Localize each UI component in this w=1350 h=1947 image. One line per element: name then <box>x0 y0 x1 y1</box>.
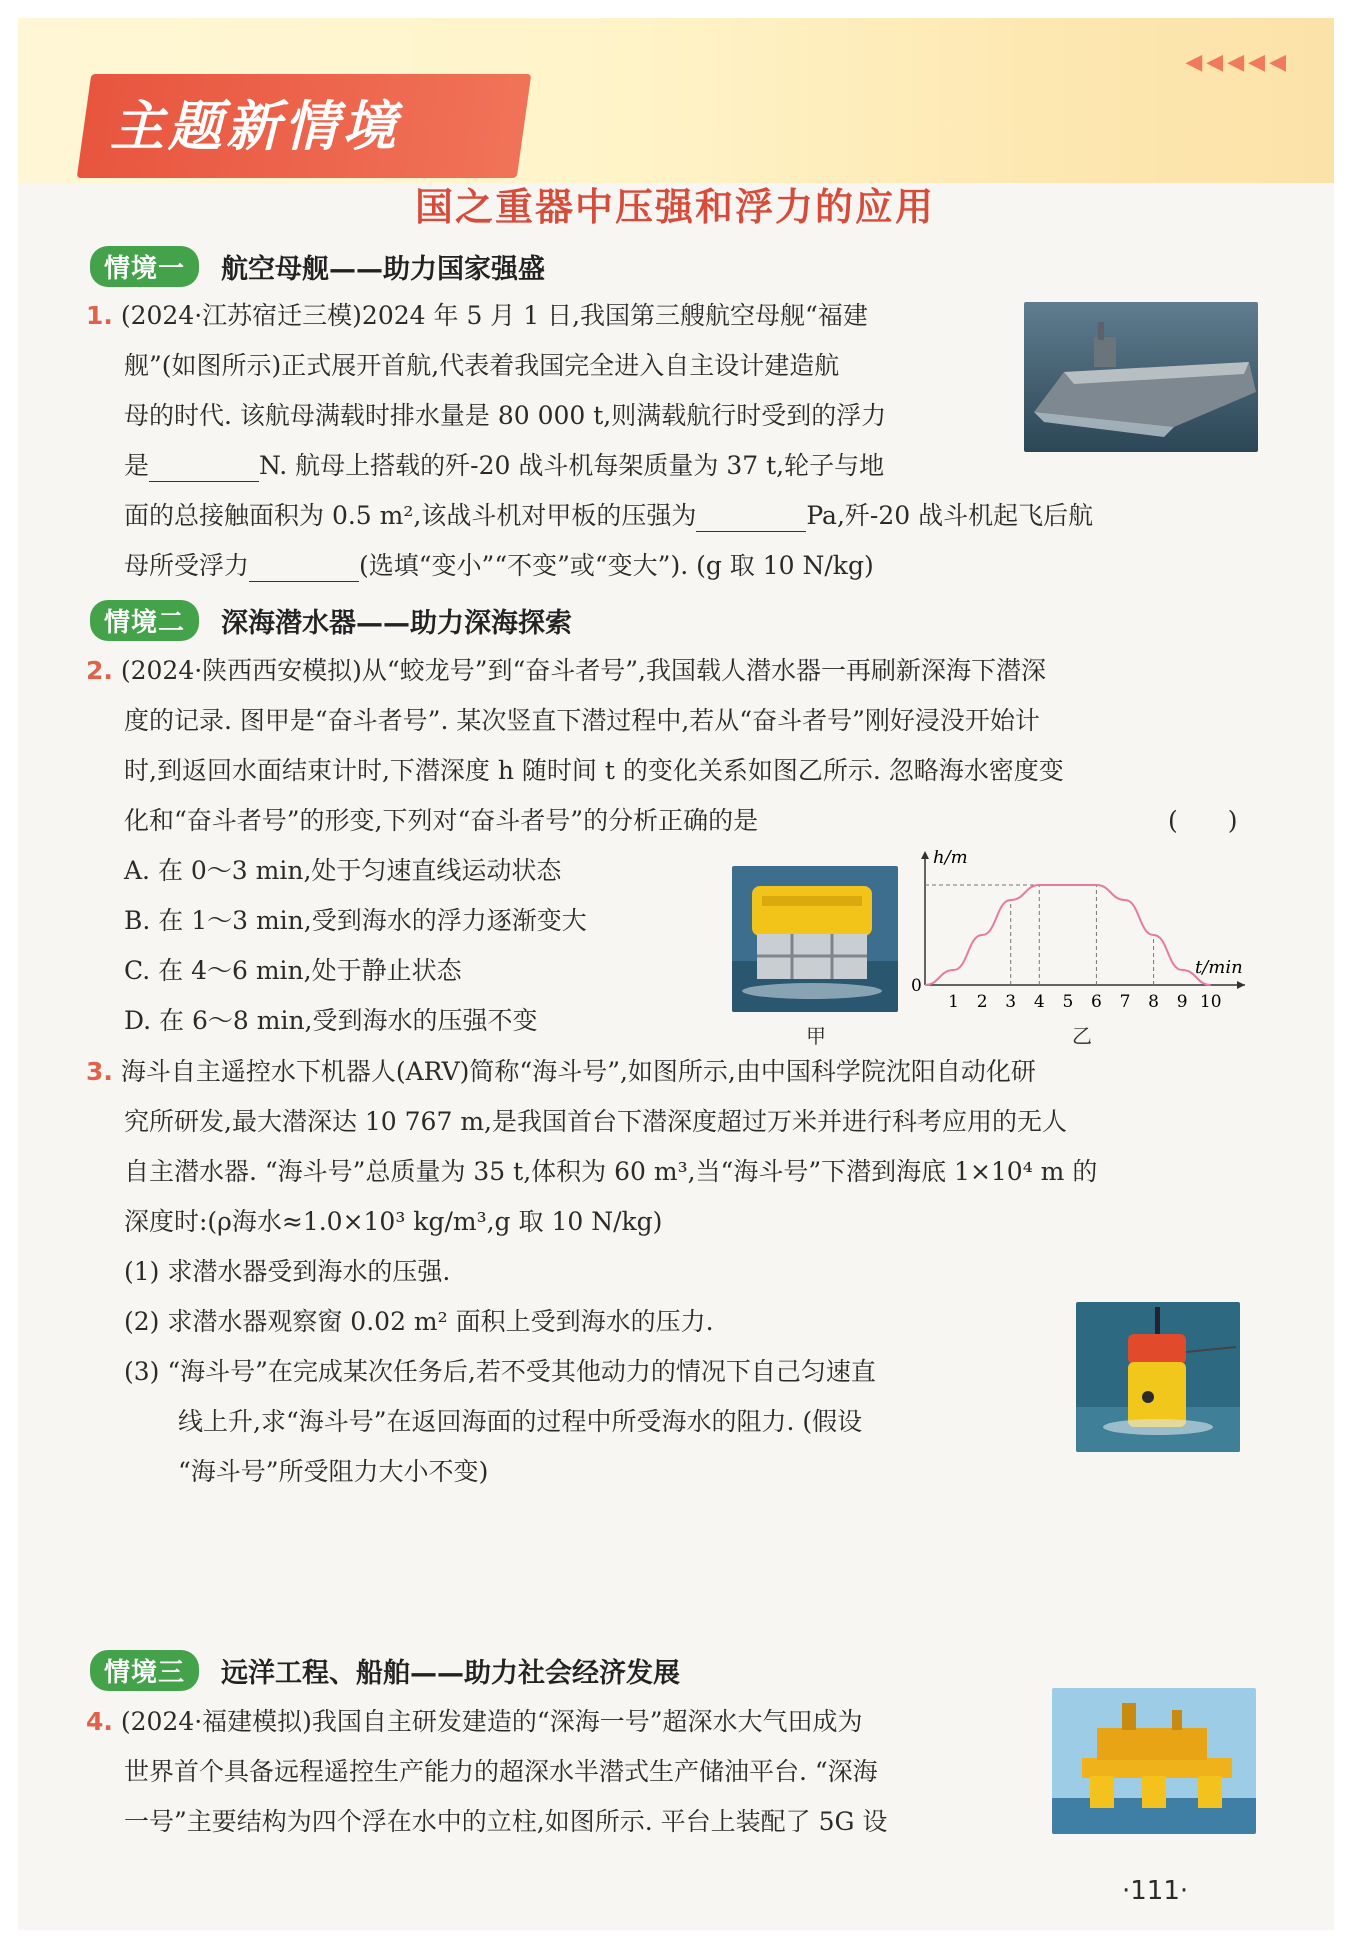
question-number: 1. <box>86 301 113 330</box>
q3-part-3a: (3) “海斗号”在完成某次任务后,若不受其他动力的情况下自己匀速直 <box>124 1357 876 1386</box>
y-axis-label: h/m <box>933 850 968 868</box>
q1-text-6a: 母所受浮力 <box>124 551 250 580</box>
x-tick-label: 9 <box>1176 992 1188 1012</box>
q1-text-5a: 面的总接触面积为 0.5 m²,该战斗机对甲板的压强为 <box>124 501 697 530</box>
answer-bracket[interactable]: ( ) <box>1168 806 1238 835</box>
option-c[interactable]: C. 在 4～6 min,处于静止状态 <box>124 956 462 985</box>
x-tick-label: 7 <box>1119 992 1131 1012</box>
x-tick-label: 6 <box>1091 992 1102 1012</box>
answer-blank[interactable] <box>249 557 359 582</box>
q4-line-2: 世界首个具备远程遥控生产能力的超深水半潜式生产储油平台. “深海 <box>124 1757 878 1786</box>
question-number: 4. <box>86 1707 113 1736</box>
banner-title: 主题新情境 <box>110 95 400 158</box>
x-tick-label: 1 <box>948 992 959 1012</box>
x-tick-label: 5 <box>1062 992 1074 1012</box>
section-1-header <box>90 246 545 286</box>
q3-part-3c: “海斗号”所受阻力大小不变) <box>178 1457 489 1486</box>
page-subtitle: 国之重器中压强和浮力的应用 <box>414 184 935 229</box>
option-d[interactable]: D. 在 6～8 min,受到海水的压强不变 <box>124 1006 538 1035</box>
caption-jia: 甲 <box>806 1024 826 1048</box>
q2-line-1 <box>86 655 1046 687</box>
section-badge: 情境一 <box>90 246 199 287</box>
q1-line-6 <box>124 550 874 582</box>
section-2-header <box>90 600 572 640</box>
q3-line-1 <box>86 1056 1036 1088</box>
q1-text-4a: 是 <box>124 451 150 480</box>
q1-text-5b: Pa,歼-20 战斗机起飞后航 <box>806 501 1094 530</box>
option-a[interactable]: A. 在 0～3 min,处于匀速直线运动状态 <box>124 856 562 885</box>
section-3-header <box>90 1650 680 1690</box>
q4-line-3: 一号”主要结构为四个浮在水中的立柱,如图所示. 平台上装配了 5G 设 <box>124 1807 888 1836</box>
q1-line-1 <box>86 300 868 332</box>
q1-line-2: 舰”(如图所示)正式展开首航,代表着我国完全进入自主设计建造航 <box>124 351 840 380</box>
y-axis-arrow <box>921 851 929 859</box>
answer-blank[interactable] <box>696 507 806 532</box>
q4-text-1: (2024·福建模拟)我国自主研发建造的“深海一号”超深水大气田成为 <box>120 1707 863 1736</box>
page-number: ·111· <box>1122 1876 1189 1906</box>
x-axis-label: t/min <box>1195 957 1243 978</box>
q3-part-2: (2) 求潜水器观察窗 0.02 m² 面积上受到海水的压力. <box>124 1307 714 1336</box>
q1-line-5 <box>124 500 1093 532</box>
q2-line-4: 化和“奋斗者号”的形变,下列对“奋斗者号”的分析正确的是 <box>124 806 759 835</box>
section-title: 远洋工程、船舶——助力社会经济发展 <box>221 1657 681 1689</box>
q3-line-2: 究所研发,最大潜深达 10 767 m,是我国首台下潜深度超过万米并进行科考应用的无人 <box>124 1107 1067 1136</box>
submersible-photo <box>732 866 898 1012</box>
q4-line-1 <box>86 1706 863 1738</box>
q3-line-4: 深度时:(ρ海水≈1.0×10³ kg/m³,g 取 10 N/kg) <box>124 1207 663 1236</box>
section-badge: 情境二 <box>90 600 199 641</box>
q1-text-1: (2024·江苏宿迁三模)2024 年 5 月 1 日,我国第三艘航空母舰“福建 <box>120 301 868 330</box>
x-tick-label: 3 <box>1005 992 1017 1012</box>
decorative-arrows-icon: ◀◀◀◀◀ <box>1185 50 1290 75</box>
x-axis-arrow <box>1237 981 1245 989</box>
q2-text-1: (2024·陕西西安模拟)从“蛟龙号”到“奋斗者号”,我国载人潜水器一再刷新深海下潜深 <box>120 656 1047 685</box>
option-b[interactable]: B. 在 1～3 min,受到海水的浮力逐渐变大 <box>124 906 587 935</box>
x-tick-label: 4 <box>1033 992 1045 1012</box>
question-number: 2. <box>86 656 113 685</box>
origin-label: 0 <box>911 976 922 996</box>
q1-line-4 <box>124 450 884 482</box>
q3-text-1: 海斗自主遥控水下机器人(ARV)简称“海斗号”,如图所示,由中国科学院沈阳自动化研 <box>120 1057 1036 1086</box>
answer-blank[interactable] <box>149 457 259 482</box>
section-badge: 情境三 <box>90 1650 199 1691</box>
q3-part-1: (1) 求潜水器受到海水的压强. <box>124 1257 451 1286</box>
section-title: 深海潜水器——助力深海探索 <box>221 607 573 639</box>
haidou-robot-photo <box>1076 1302 1240 1452</box>
x-tick-label: 2 <box>976 992 988 1012</box>
q2-line-3: 时,到返回水面结束计时,下潜深度 h 随时间 t 的变化关系如图乙所示. 忽略海水密度变 <box>124 756 1064 785</box>
depth-time-chart <box>905 850 1265 1030</box>
question-number: 3. <box>86 1057 113 1086</box>
x-tick-label: 8 <box>1148 992 1159 1012</box>
aircraft-carrier-photo <box>1024 302 1258 452</box>
caption-yi: 乙 <box>1072 1024 1092 1048</box>
deep-sea-platform-photo <box>1052 1688 1256 1834</box>
q1-text-4b: N. 航母上搭载的歼-20 战斗机每架质量为 37 t,轮子与地 <box>259 451 885 480</box>
q3-line-3: 自主潜水器. “海斗号”总质量为 35 t,体积为 60 m³,当“海斗号”下潜到海底 1×10⁴ m 的 <box>124 1157 1098 1186</box>
q3-part-3b: 线上升,求“海斗号”在返回海面的过程中所受海水的阻力. (假设 <box>178 1407 863 1436</box>
x-tick-label: 10 <box>1199 992 1222 1012</box>
q1-line-3: 母的时代. 该航母满载时排水量是 80 000 t,则满载航行时受到的浮力 <box>124 401 887 430</box>
series-line <box>925 885 1211 985</box>
q1-text-6b: (选填“变小”“不变”或“变大”). (g 取 10 N/kg) <box>359 551 874 580</box>
section-title: 航空母舰——助力国家强盛 <box>221 253 546 285</box>
q2-line-2: 度的记录. 图甲是“奋斗者号”. 某次竖直下潜过程中,若从“奋斗者号”刚好浸没开始计 <box>124 706 1040 735</box>
